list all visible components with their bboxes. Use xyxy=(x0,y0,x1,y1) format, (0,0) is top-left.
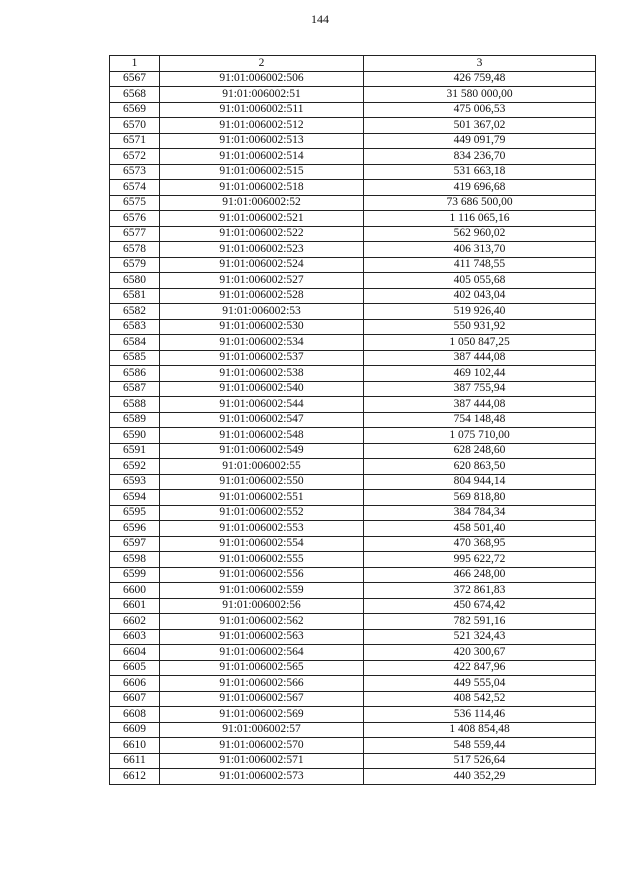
table-row xyxy=(110,490,596,506)
row-number-cell: 6580 xyxy=(110,273,160,289)
table-row xyxy=(110,118,596,134)
table-row xyxy=(110,722,596,738)
row-number-cell: 6568 xyxy=(110,87,160,103)
table-row xyxy=(110,753,596,769)
cadastral-number-cell: 91:01:006002:540 xyxy=(160,381,364,397)
cadastral-number-cell: 91:01:006002:562 xyxy=(160,614,364,630)
table-row xyxy=(110,195,596,211)
row-number-cell: 6608 xyxy=(110,707,160,723)
cadastral-value-cell: 406 313,70 xyxy=(364,242,596,258)
table-row xyxy=(110,536,596,552)
cadastral-value-cell: 501 367,02 xyxy=(364,118,596,134)
cadastral-number-cell: 91:01:006002:549 xyxy=(160,443,364,459)
cadastral-value-cell: 422 847,96 xyxy=(364,660,596,676)
row-number-cell: 6585 xyxy=(110,350,160,366)
cadastral-number-cell: 91:01:006002:551 xyxy=(160,490,364,506)
row-number-cell: 6575 xyxy=(110,195,160,211)
row-number-cell: 6602 xyxy=(110,614,160,630)
cadastral-number-cell: 91:01:006002:547 xyxy=(160,412,364,428)
cadastral-number-cell: 91:01:006002:567 xyxy=(160,691,364,707)
cadastral-value-cell: 1 050 847,25 xyxy=(364,335,596,351)
table-row xyxy=(110,769,596,785)
cadastral-number-cell: 91:01:006002:512 xyxy=(160,118,364,134)
table-row xyxy=(110,552,596,568)
cadastral-value-cell: 1 408 854,48 xyxy=(364,722,596,738)
cadastral-number-cell: 91:01:006002:513 xyxy=(160,133,364,149)
table-row xyxy=(110,614,596,630)
cadastral-number-cell: 91:01:006002:55 xyxy=(160,459,364,475)
cadastral-value-cell: 387 755,94 xyxy=(364,381,596,397)
table-row xyxy=(110,102,596,118)
table-row xyxy=(110,567,596,583)
row-number-cell: 6581 xyxy=(110,288,160,304)
table-row xyxy=(110,381,596,397)
row-number-cell: 6577 xyxy=(110,226,160,242)
cadastral-number-cell: 91:01:006002:514 xyxy=(160,149,364,165)
table-row xyxy=(110,335,596,351)
cadastral-number-cell: 91:01:006002:544 xyxy=(160,397,364,413)
cadastral-value-cell: 995 622,72 xyxy=(364,552,596,568)
cadastral-value-cell: 536 114,46 xyxy=(364,707,596,723)
cadastral-number-cell: 91:01:006002:559 xyxy=(160,583,364,599)
table-row xyxy=(110,211,596,227)
table-row xyxy=(110,71,596,87)
row-number-cell: 6598 xyxy=(110,552,160,568)
row-number-cell: 6594 xyxy=(110,490,160,506)
cadastral-value-cell: 550 931,92 xyxy=(364,319,596,335)
row-number-cell: 6589 xyxy=(110,412,160,428)
cadastral-number-cell: 91:01:006002:51 xyxy=(160,87,364,103)
cadastral-number-cell: 91:01:006002:548 xyxy=(160,428,364,444)
row-number-cell: 6604 xyxy=(110,645,160,661)
table-row xyxy=(110,226,596,242)
cadastral-number-cell: 91:01:006002:552 xyxy=(160,505,364,521)
table-row xyxy=(110,428,596,444)
row-number-cell: 6600 xyxy=(110,583,160,599)
row-number-cell: 6609 xyxy=(110,722,160,738)
cadastral-value-cell: 548 559,44 xyxy=(364,738,596,754)
cadastral-value-cell: 408 542,52 xyxy=(364,691,596,707)
cadastral-value-cell: 387 444,08 xyxy=(364,397,596,413)
row-number-cell: 6591 xyxy=(110,443,160,459)
table-row xyxy=(110,691,596,707)
table-row xyxy=(110,319,596,335)
row-number-cell: 6573 xyxy=(110,164,160,180)
cadastral-value-cell: 754 148,48 xyxy=(364,412,596,428)
cadastral-value-cell: 628 248,60 xyxy=(364,443,596,459)
row-number-cell: 6612 xyxy=(110,769,160,785)
cadastral-value-cell: 470 368,95 xyxy=(364,536,596,552)
cadastral-value-cell: 387 444,08 xyxy=(364,350,596,366)
row-number-cell: 6569 xyxy=(110,102,160,118)
row-number-cell: 6587 xyxy=(110,381,160,397)
row-number-cell: 6576 xyxy=(110,211,160,227)
cadastral-value-cell: 562 960,02 xyxy=(364,226,596,242)
row-number-cell: 6567 xyxy=(110,71,160,87)
table-row xyxy=(110,412,596,428)
cadastral-number-cell: 91:01:006002:566 xyxy=(160,676,364,692)
cadastral-value-cell: 569 818,80 xyxy=(364,490,596,506)
row-number-cell: 6586 xyxy=(110,366,160,382)
table-row xyxy=(110,242,596,258)
cadastral-value-cell: 449 091,79 xyxy=(364,133,596,149)
table-row xyxy=(110,505,596,521)
table-row xyxy=(110,257,596,273)
cadastral-number-cell: 91:01:006002:511 xyxy=(160,102,364,118)
cadastral-number-cell: 91:01:006002:573 xyxy=(160,769,364,785)
table-body xyxy=(110,71,596,784)
table-row xyxy=(110,366,596,382)
row-number-cell: 6572 xyxy=(110,149,160,165)
row-number-cell: 6599 xyxy=(110,567,160,583)
table-row xyxy=(110,397,596,413)
row-number-cell: 6571 xyxy=(110,133,160,149)
row-number-cell: 6607 xyxy=(110,691,160,707)
cadastral-number-cell: 91:01:006002:550 xyxy=(160,474,364,490)
table-row xyxy=(110,660,596,676)
cadastral-number-cell: 91:01:006002:523 xyxy=(160,242,364,258)
table-row xyxy=(110,583,596,599)
cadastral-number-cell: 91:01:006002:555 xyxy=(160,552,364,568)
table-row xyxy=(110,304,596,320)
row-number-cell: 6606 xyxy=(110,676,160,692)
cadastral-value-cell: 372 861,83 xyxy=(364,583,596,599)
cadastral-value-table xyxy=(109,55,596,785)
cadastral-value-cell: 411 748,55 xyxy=(364,257,596,273)
row-number-cell: 6579 xyxy=(110,257,160,273)
column-header-3: 3 xyxy=(364,56,596,72)
cadastral-value-cell: 384 784,34 xyxy=(364,505,596,521)
table-row xyxy=(110,521,596,537)
cadastral-number-cell: 91:01:006002:537 xyxy=(160,350,364,366)
row-number-cell: 6578 xyxy=(110,242,160,258)
cadastral-value-cell: 420 300,67 xyxy=(364,645,596,661)
cadastral-value-cell: 834 236,70 xyxy=(364,149,596,165)
cadastral-value-cell: 804 944,14 xyxy=(364,474,596,490)
cadastral-value-cell: 419 696,68 xyxy=(364,180,596,196)
cadastral-value-cell: 466 248,00 xyxy=(364,567,596,583)
cadastral-number-cell: 91:01:006002:53 xyxy=(160,304,364,320)
table-row xyxy=(110,180,596,196)
row-number-cell: 6595 xyxy=(110,505,160,521)
cadastral-value-cell: 620 863,50 xyxy=(364,459,596,475)
cadastral-value-cell: 1 075 710,00 xyxy=(364,428,596,444)
cadastral-number-cell: 91:01:006002:553 xyxy=(160,521,364,537)
cadastral-number-cell: 91:01:006002:538 xyxy=(160,366,364,382)
table-row xyxy=(110,738,596,754)
row-number-cell: 6592 xyxy=(110,459,160,475)
row-number-cell: 6603 xyxy=(110,629,160,645)
cadastral-value-cell: 440 352,29 xyxy=(364,769,596,785)
row-number-cell: 6570 xyxy=(110,118,160,134)
cadastral-number-cell: 91:01:006002:534 xyxy=(160,335,364,351)
cadastral-value-cell: 402 043,04 xyxy=(364,288,596,304)
cadastral-number-cell: 91:01:006002:571 xyxy=(160,753,364,769)
row-number-cell: 6611 xyxy=(110,753,160,769)
row-number-cell: 6574 xyxy=(110,180,160,196)
table-row xyxy=(110,443,596,459)
table-row xyxy=(110,350,596,366)
cadastral-number-cell: 91:01:006002:530 xyxy=(160,319,364,335)
cadastral-value-cell: 73 686 500,00 xyxy=(364,195,596,211)
cadastral-number-cell: 91:01:006002:521 xyxy=(160,211,364,227)
cadastral-value-cell: 517 526,64 xyxy=(364,753,596,769)
page-number: 144 xyxy=(311,12,329,26)
cadastral-value-cell: 469 102,44 xyxy=(364,366,596,382)
row-number-cell: 6590 xyxy=(110,428,160,444)
table-row xyxy=(110,149,596,165)
cadastral-value-cell: 519 926,40 xyxy=(364,304,596,320)
table-row xyxy=(110,459,596,475)
row-number-cell: 6610 xyxy=(110,738,160,754)
cadastral-number-cell: 91:01:006002:515 xyxy=(160,164,364,180)
cadastral-number-cell: 91:01:006002:554 xyxy=(160,536,364,552)
table-row xyxy=(110,133,596,149)
cadastral-number-cell: 91:01:006002:570 xyxy=(160,738,364,754)
row-number-cell: 6582 xyxy=(110,304,160,320)
table-row xyxy=(110,164,596,180)
cadastral-number-cell: 91:01:006002:52 xyxy=(160,195,364,211)
cadastral-number-cell: 91:01:006002:564 xyxy=(160,645,364,661)
table-row xyxy=(110,87,596,103)
cadastral-number-cell: 91:01:006002:506 xyxy=(160,71,364,87)
table-row xyxy=(110,598,596,614)
table-row xyxy=(110,288,596,304)
table-row xyxy=(110,273,596,289)
cadastral-value-cell: 458 501,40 xyxy=(364,521,596,537)
row-number-cell: 6601 xyxy=(110,598,160,614)
cadastral-number-cell: 91:01:006002:556 xyxy=(160,567,364,583)
cadastral-value-cell: 31 580 000,00 xyxy=(364,87,596,103)
cadastral-number-cell: 91:01:006002:563 xyxy=(160,629,364,645)
cadastral-value-cell: 450 674,42 xyxy=(364,598,596,614)
table-header-row xyxy=(110,56,596,72)
cadastral-value-cell: 521 324,43 xyxy=(364,629,596,645)
cadastral-value-cell: 531 663,18 xyxy=(364,164,596,180)
row-number-cell: 6596 xyxy=(110,521,160,537)
table-row xyxy=(110,474,596,490)
cadastral-number-cell: 91:01:006002:565 xyxy=(160,660,364,676)
cadastral-number-cell: 91:01:006002:56 xyxy=(160,598,364,614)
row-number-cell: 6583 xyxy=(110,319,160,335)
cadastral-value-cell: 1 116 065,16 xyxy=(364,211,596,227)
cadastral-number-cell: 91:01:006002:528 xyxy=(160,288,364,304)
column-header-2: 2 xyxy=(160,56,364,72)
table-row xyxy=(110,676,596,692)
cadastral-value-cell: 782 591,16 xyxy=(364,614,596,630)
cadastral-number-cell: 91:01:006002:527 xyxy=(160,273,364,289)
row-number-cell: 6588 xyxy=(110,397,160,413)
column-header-1: 1 xyxy=(110,56,160,72)
cadastral-value-cell: 426 759,48 xyxy=(364,71,596,87)
cadastral-value-cell: 475 006,53 xyxy=(364,102,596,118)
table-row xyxy=(110,645,596,661)
row-number-cell: 6593 xyxy=(110,474,160,490)
row-number-cell: 6597 xyxy=(110,536,160,552)
cadastral-number-cell: 91:01:006002:57 xyxy=(160,722,364,738)
cadastral-number-cell: 91:01:006002:524 xyxy=(160,257,364,273)
cadastral-value-cell: 405 055,68 xyxy=(364,273,596,289)
row-number-cell: 6584 xyxy=(110,335,160,351)
row-number-cell: 6605 xyxy=(110,660,160,676)
table-row xyxy=(110,629,596,645)
table-row xyxy=(110,707,596,723)
cadastral-value-cell: 449 555,04 xyxy=(364,676,596,692)
cadastral-number-cell: 91:01:006002:518 xyxy=(160,180,364,196)
cadastral-number-cell: 91:01:006002:569 xyxy=(160,707,364,723)
cadastral-number-cell: 91:01:006002:522 xyxy=(160,226,364,242)
